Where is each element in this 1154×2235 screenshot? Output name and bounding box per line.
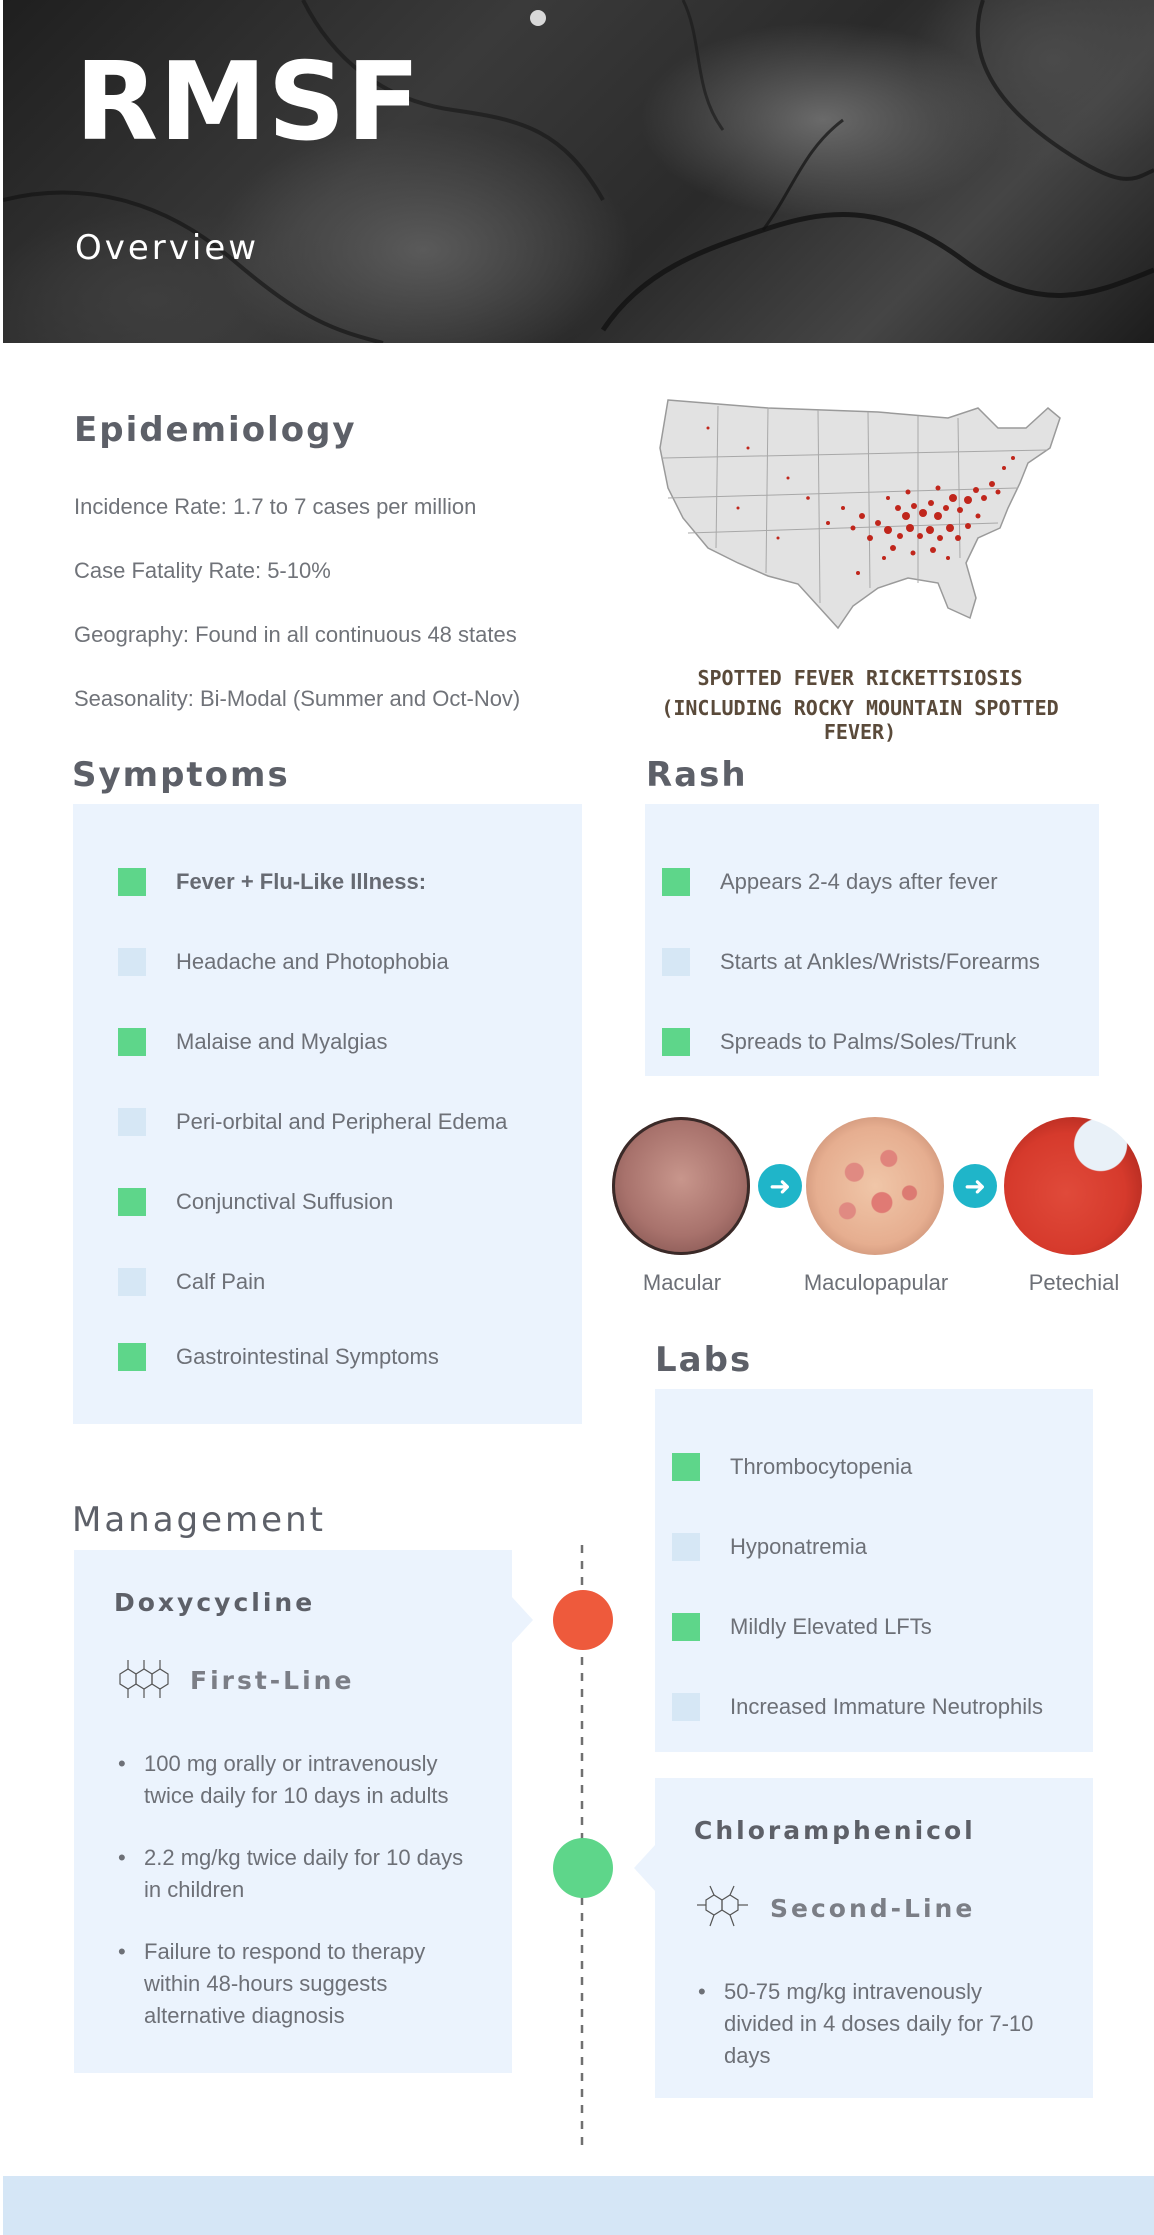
bullet-square <box>118 1343 146 1371</box>
epi-seasonality: Seasonality: Bi-Modal (Summer and Oct-Nov) <box>74 686 521 711</box>
rash-heading: Rash <box>646 755 748 795</box>
dosing-bullet: • 2.2 mg/kg twice daily for 10 days in children <box>114 1842 474 1906</box>
symptom-item <box>118 1028 388 1056</box>
epi-geography: Geography: Found in all continuous 48 states <box>74 622 517 647</box>
timeline-dot-second <box>553 1838 613 1898</box>
card-pointer <box>634 1844 656 1892</box>
chloramphenicol-bullets <box>694 1976 1054 2102</box>
page-subtitle: Overview <box>75 228 260 268</box>
rash-item <box>662 1028 1016 1056</box>
stage-caption: Maculopapular <box>803 1270 949 1295</box>
doxycycline-bullets <box>114 1748 474 2062</box>
dosing-bullet: • Failure to respond to therapy within 48-hours suggests alternative diagnosis <box>114 1936 474 2032</box>
chloramphenicol-molecule-icon <box>694 1880 750 1936</box>
macular-rash-image <box>612 1117 750 1255</box>
epi-fatality: Case Fatality Rate: 5-10% <box>74 558 331 583</box>
footer-band <box>3 2176 1154 2235</box>
hero-banner <box>3 0 1154 343</box>
map-caption-line2: (INCLUDING ROCKY MOUNTAIN SPOTTED FEVER) <box>661 696 1059 744</box>
bullet-square <box>662 868 690 896</box>
bullet-square <box>672 1693 700 1721</box>
epidemiology-heading: Epidemiology <box>74 410 357 450</box>
management-heading: Management <box>72 1500 326 1540</box>
symptom-label: Gastrointestinal Symptoms <box>176 1344 439 1369</box>
bullet-square <box>118 948 146 976</box>
card-pointer <box>511 1596 533 1644</box>
symptom-label: Calf Pain <box>176 1269 266 1294</box>
symptom-label: Headache and Photophobia <box>176 949 449 974</box>
lab-item <box>672 1533 867 1561</box>
bullet-square <box>118 1188 146 1216</box>
lab-label: Increased Immature Neutrophils <box>730 1694 1044 1719</box>
line-label-second: Second-Line <box>770 1894 976 1923</box>
dosing-bullet: • 50-75 mg/kg intravenously divided in 4 doses daily for 7-10 days <box>694 1976 1054 2072</box>
arrow-right-icon: ➜ <box>953 1164 997 1208</box>
petechial-rash-image <box>1004 1117 1142 1255</box>
bullet-square <box>672 1453 700 1481</box>
rash-label: Starts at Ankles/Wrists/Forearms <box>720 949 1040 974</box>
symptom-label: Fever + Flu-Like Illness: <box>176 869 427 894</box>
symptom-item <box>118 948 449 976</box>
stage-caption: Petechial <box>1028 1270 1120 1295</box>
bullet-square <box>662 948 690 976</box>
drug-name-first: Doxycycline <box>114 1588 316 1617</box>
symptom-label: Peri-orbital and Peripheral Edema <box>176 1109 508 1134</box>
page-title: RMSF <box>75 40 422 165</box>
symptom-item <box>118 1108 507 1136</box>
lab-label: Hyponatremia <box>730 1534 867 1559</box>
symptom-item <box>118 1343 439 1371</box>
map-caption-line1: SPOTTED FEVER RICKETTSIOSIS <box>697 666 1023 690</box>
us-incidence-map <box>648 388 1068 648</box>
timeline-dot-first <box>553 1590 613 1650</box>
bullet-square <box>672 1613 700 1641</box>
doxycycline-molecule-icon <box>114 1652 170 1708</box>
lab-item <box>672 1613 932 1641</box>
rash-item <box>662 948 1040 976</box>
bullet-square <box>118 1028 146 1056</box>
lab-label: Mildly Elevated LFTs <box>730 1614 932 1639</box>
symptom-label: Conjunctival Suffusion <box>176 1189 394 1214</box>
line-label-first: First-Line <box>190 1666 355 1695</box>
symptom-item <box>118 868 426 896</box>
dosing-bullet: • 100 mg orally or intravenously twice daily for 10 days in adults <box>114 1748 474 1812</box>
lab-item <box>672 1453 912 1481</box>
symptom-item <box>118 1268 265 1296</box>
rash-label: Spreads to Palms/Soles/Trunk <box>720 1029 1017 1054</box>
symptom-item <box>118 1188 393 1216</box>
lab-label: Thrombocytopenia <box>730 1454 913 1479</box>
bullet-square <box>662 1028 690 1056</box>
arrow-right-icon: ➜ <box>758 1164 802 1208</box>
bullet-square <box>118 868 146 896</box>
rash-label: Appears 2-4 days after fever <box>720 869 998 894</box>
maculopapular-rash-image <box>806 1117 944 1255</box>
epi-incidence: Incidence Rate: 1.7 to 7 cases per million <box>74 494 477 519</box>
lab-item <box>672 1693 1043 1721</box>
symptom-label: Malaise and Myalgias <box>176 1029 388 1054</box>
drug-name-second: Chloramphenicol <box>694 1816 976 1845</box>
bullet-square <box>118 1268 146 1296</box>
rash-item <box>662 868 998 896</box>
stage-caption: Macular <box>642 1270 722 1295</box>
bullet-square <box>118 1108 146 1136</box>
labs-heading: Labs <box>655 1340 753 1380</box>
symptoms-heading: Symptoms <box>72 755 290 795</box>
bullet-square <box>672 1533 700 1561</box>
